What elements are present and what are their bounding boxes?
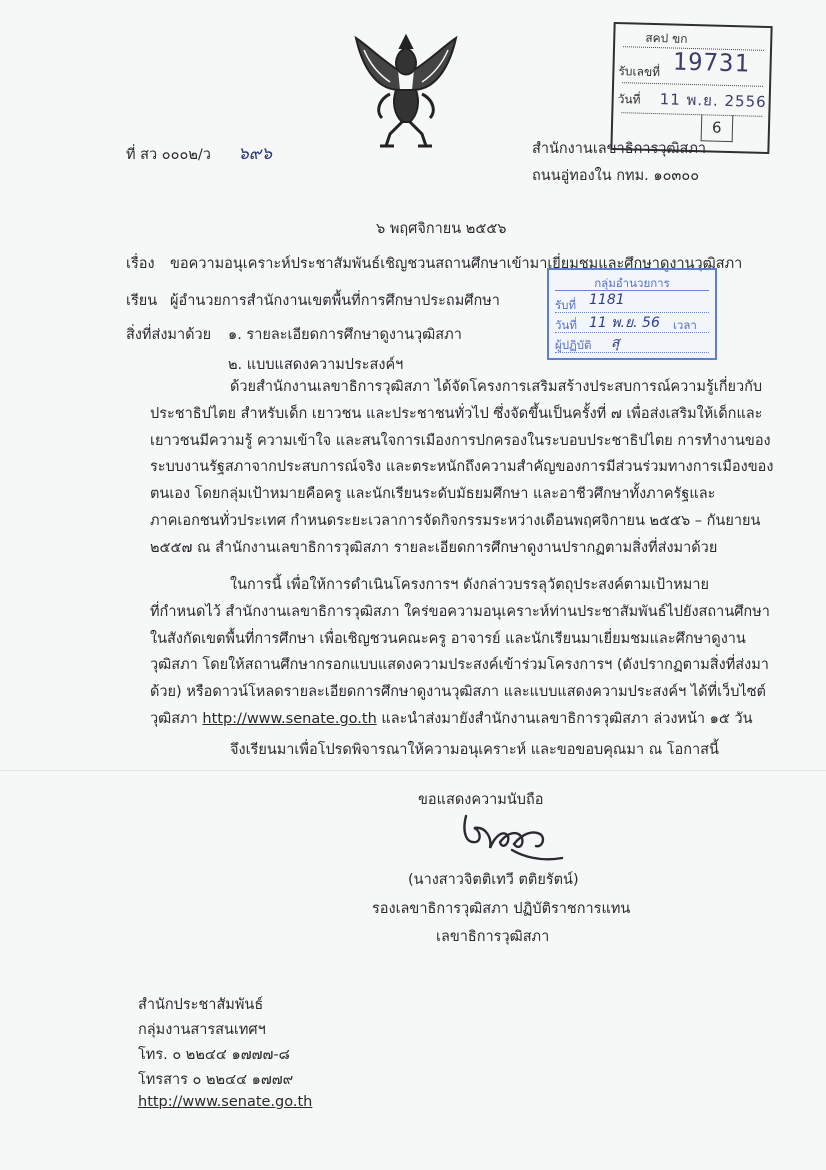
body-line: ตนเอง โดยกลุ่มเป้าหมายคือครู และนักเรียนระดับมัธยมศึกษา และอาชีวศึกษาทั้งภาครัฐและ <box>150 486 716 503</box>
attachment-item: ๑. รายละเอียดการศึกษาดูงานวุฒิสภา <box>228 327 462 343</box>
sender-organization: สำนักงานเลขาธิการวุฒิสภา <box>532 141 707 157</box>
signatory-name: (นางสาวจิตติเทวี ตติยรัตน์) <box>408 872 579 888</box>
body-line-suffix: และนำส่งมายังสำนักงานเลขาธิการวุฒิสภา ล่วงหน้า ๑๕ วัน <box>381 710 753 727</box>
body-line: ๒๕๕๗ ณ สำนักงานเลขาธิการวุฒิสภา รายละเอียดการศึกษาดูงานปรากฏตามสิ่งที่ส่งมาด้วย <box>150 539 718 556</box>
letter-date: ๖ พฤศจิกายน ๒๕๕๖ <box>376 221 507 237</box>
stamp-org: สคป ขก <box>645 30 688 46</box>
body-paragraph-3: จึงเรียนมาเพื่อโปรดพิจารณาให้ความอนุเคราะห์ และขอขอบคุณมา ณ โอกาสนี้ <box>230 742 719 758</box>
body-line-prefix: วุฒิสภา <box>150 710 198 727</box>
body-line: ระบบงานรัฐสภาจากประสบการณ์จริง และตระหนักถึงความสำคัญของการมีส่วนร่วมทางการเมืองของ <box>150 459 774 476</box>
body-line: ประชาธิปไตย สำหรับเด็ก เยาวชน และประชาชนทั่วไป ซึ่งจัดขึ้นเป็นครั้งที่ ๗ เพื่อส่งเสริมให้เด็กและ <box>150 405 763 422</box>
garuda-emblem-icon <box>346 30 466 152</box>
reference-number: ที่ สว ๐๐๐๒/ว <box>126 147 211 163</box>
group-receive-stamp <box>547 268 717 360</box>
footer-telephone: โทร. ๐ ๒๒๔๔ ๑๗๗๗-๘ <box>138 1047 290 1063</box>
footer-group: กลุ่มงานสารสนเทศฯ <box>138 1022 266 1038</box>
signature <box>452 804 572 866</box>
group-date-value: 11 พ.ย. 56 <box>589 315 660 331</box>
to-label: เรียน <box>126 293 158 309</box>
subject-label: เรื่อง <box>126 256 155 272</box>
attachment-item: ๒. แบบแสดงความประสงค์ฯ <box>228 357 404 373</box>
reference-handwritten: ๖๙๖ <box>238 144 273 164</box>
stamp-date-label: วันที่ <box>617 92 641 107</box>
group-date-label: วันที่ <box>555 318 577 332</box>
footer-office: สำนักประชาสัมพันธ์ <box>138 997 264 1013</box>
group-receive-label: รับที่ <box>555 298 577 312</box>
stamp-page: 6 <box>711 118 722 137</box>
senate-website-link[interactable]: http://www.senate.go.th <box>202 710 377 727</box>
body-paragraph-2 <box>150 572 770 733</box>
body-line: ในสังกัดเขตพื้นที่การศึกษา เพื่อเชิญชวนคณะครู อาจารย์ และนักเรียนมาเยี่ยมชมและศึกษาดูงาน <box>150 630 746 647</box>
body-line: วุฒิสภา โดยให้สถานศึกษากรอกแบบแสดงความประสงค์เข้าร่วมโครงการฯ (ดังปรากฏตามสิ่งที่ส่งมา <box>150 657 769 674</box>
footer-fax: โทรสาร ๐ ๒๒๔๔ ๑๗๗๙ <box>138 1072 294 1088</box>
closing-salutation: ขอแสดงความนับถือ <box>418 792 544 808</box>
stamp-number-label: รับเลขที่ <box>618 64 661 80</box>
sender-address: ถนนอู่ทองใน กทม. ๑๐๓๐๐ <box>532 168 700 184</box>
divider <box>0 770 826 771</box>
signatory-position-2: เลขาธิการวุฒิสภา <box>436 929 550 945</box>
to-text: ผู้อำนวยการสำนักงานเขตพื้นที่การศึกษาประถมศึกษา <box>170 293 500 309</box>
body-line: เยาวชนมีความรู้ ความเข้าใจ และสนใจการเมืองการปกครองในระบอบประชาธิปไตย การทำงานของ <box>150 432 771 449</box>
group-receiver-label: ผู้ปฏิบัติ <box>555 338 592 352</box>
signatory-position-1: รองเลขาธิการวุฒิสภา ปฏิบัติราชการแทน <box>372 901 631 917</box>
group-receiver-value: สุ <box>611 335 620 351</box>
group-time-label: เวลา <box>673 318 697 332</box>
received-stamp <box>610 22 772 154</box>
group-receive-value: 1181 <box>589 292 625 308</box>
body-line: ที่กำหนดไว้ สำนักงานเลขาธิการวุฒิสภา ใคร่ขอความอนุเคราะห์ท่านประชาสัมพันธ์ไปยังสถานศึกษา <box>150 603 770 620</box>
subject-text: ขอความอนุเคราะห์ประชาสัมพันธ์เชิญชวนสถานศึกษาเข้ามาเยี่ยมชมและศึกษาดูงานวุฒิสภา <box>170 256 743 272</box>
body-line: ในการนี้ เพื่อให้การดำเนินโครงการฯ ดังกล่าวบรรลุวัตถุประสงค์ตามเป้าหมาย <box>230 577 709 593</box>
attachments-label: สิ่งที่ส่งมาด้วย <box>126 327 212 343</box>
stamp-date: 11 พ.ย. 2556 <box>659 90 767 111</box>
body-line: ภาคเอกชนทั่วประเทศ กำหนดระยะเวลาการจัดกิจกรรมระหว่างเดือนพฤศจิกายน ๒๕๕๖ – กันยายน <box>150 512 761 529</box>
body-paragraph-1 <box>150 374 774 562</box>
body-line: ด้วยสำนักงานเลขาธิการวุฒิสภา ได้จัดโครงการเสริมสร้างประสบการณ์ความรู้เกี่ยวกับ <box>230 379 763 395</box>
footer-website-link[interactable]: http://www.senate.go.th <box>138 1094 313 1110</box>
stamp-number: 19731 <box>672 47 751 78</box>
body-line: ด้วย) หรือดาวน์โหลดรายละเอียดการศึกษาดูงานวุฒิสภา และแบบแสดงความประสงค์ฯ ได้ที่เว็บไซต์ <box>150 684 766 701</box>
body-line-with-link <box>150 706 753 733</box>
group-stamp-title: กลุ่มอำนวยการ <box>594 276 670 290</box>
